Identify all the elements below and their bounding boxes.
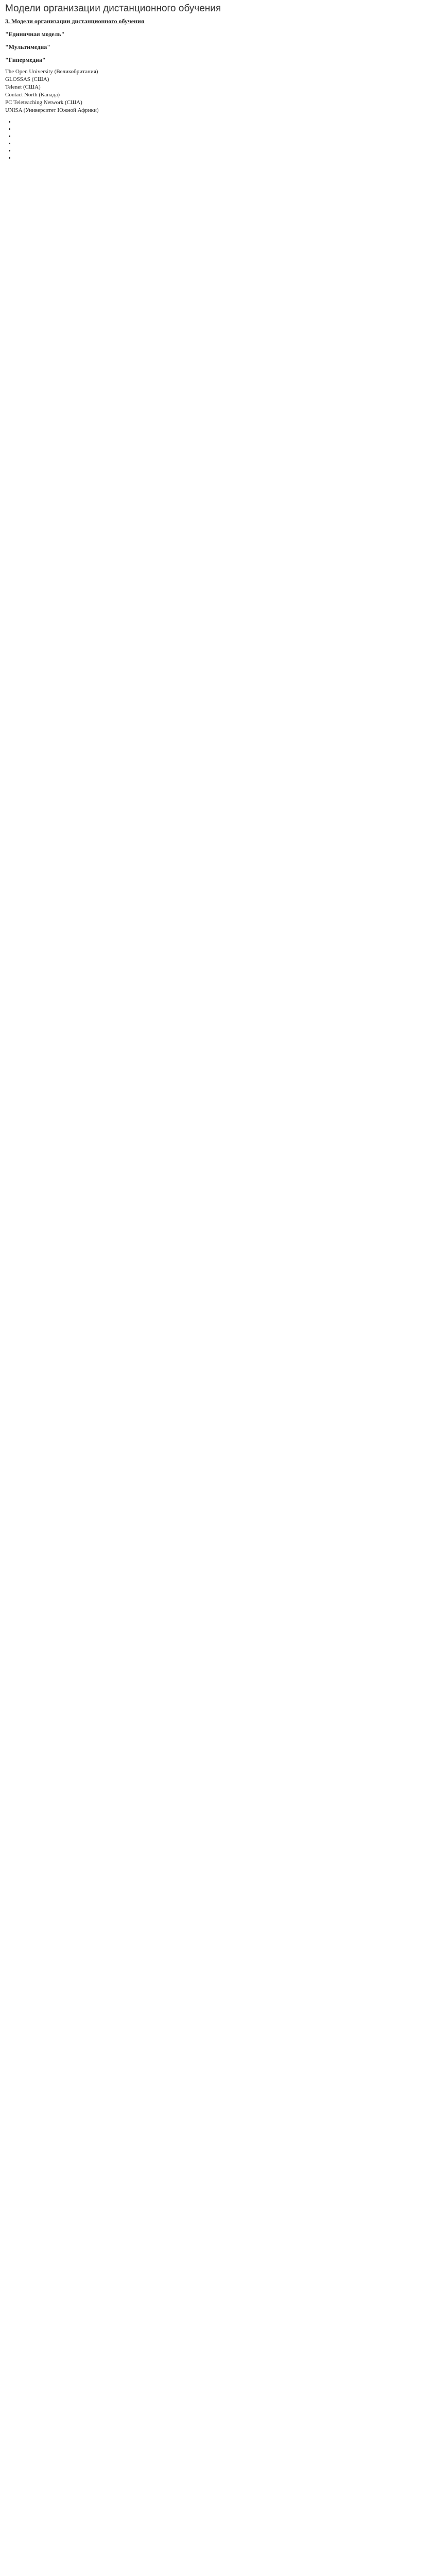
section-title [5, 18, 431, 25]
bullet-list [15, 118, 431, 162]
institution-list [5, 68, 431, 114]
bullet-item [15, 147, 431, 155]
document-page [0, 0, 436, 176]
institution-item: PC Teleteaching Network (США) [5, 99, 82, 106]
subheading-multimedia: "Мультимедиа" [5, 43, 50, 50]
bullet-item [15, 140, 431, 147]
institution-item: GLOSSAS (США) [5, 76, 49, 82]
page-title: Модели организации дистанционного обучения [5, 3, 221, 14]
institution-item: The Open University (Великобритания) [5, 69, 98, 75]
institution-item: Telenet (США) [5, 84, 41, 90]
subheading-hypermedia: "Гипермедиа" [5, 56, 46, 63]
institution-item: Contact North (Канада) [5, 92, 60, 98]
bullet-item [15, 126, 431, 133]
bullet-item [15, 118, 431, 126]
section-number: 3. [5, 18, 10, 25]
section-heading: Модели организации дистанционного обучения [11, 18, 145, 25]
institution-item: UNISA (Университет Южной Африки) [5, 107, 99, 113]
bullet-item [15, 155, 431, 162]
bullet-item [15, 133, 431, 140]
subheading-single-model: "Единичная модель" [5, 30, 65, 38]
